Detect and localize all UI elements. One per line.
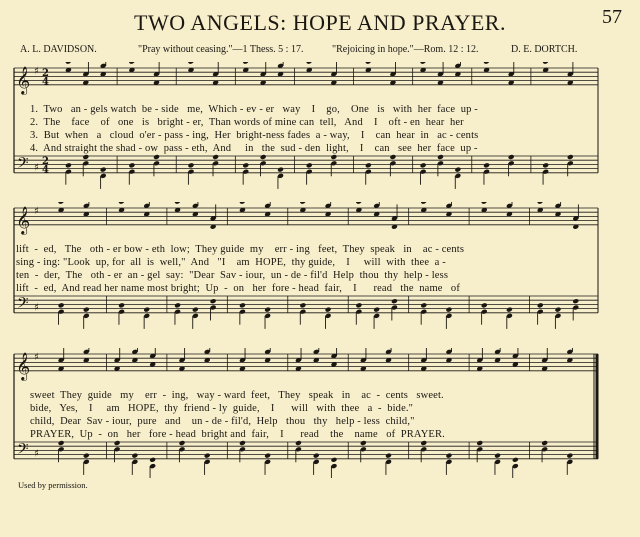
svg-text:𝄢: 𝄢 bbox=[17, 440, 29, 462]
svg-text:♯: ♯ bbox=[34, 66, 39, 78]
svg-text:4: 4 bbox=[42, 76, 49, 88]
svg-text:4: 4 bbox=[42, 164, 49, 176]
author-credit: A. L. DAVIDSON. bbox=[20, 44, 97, 55]
svg-text:2: 2 bbox=[42, 155, 49, 167]
svg-text:𝄞: 𝄞 bbox=[16, 351, 31, 380]
lyric-line: child, Dear Sav - iour, pure and un - de - fil'd, Help thou thy help - less child," bbox=[30, 416, 415, 427]
svg-text:♯: ♯ bbox=[34, 206, 39, 218]
music-system-3 bbox=[12, 348, 600, 478]
music-staff-graphic bbox=[12, 62, 600, 194]
scripture-reference-2: "Rejoicing in hope."—Rom. 12 : 12. bbox=[332, 44, 479, 55]
lyric-line: 3. But when a cloud o'er - pass - ing, Her bright-ness fades a - way, I can hear in ac - cents bbox=[30, 130, 479, 141]
lyric-line: 4. And straight the shad - ow pass - eth, And in the sud - den light, I can see her face up - bbox=[30, 143, 478, 154]
svg-text:𝄢: 𝄢 bbox=[17, 294, 29, 316]
svg-text:♯: ♯ bbox=[34, 162, 39, 174]
page-number: 57 bbox=[602, 6, 622, 28]
lyric-line: 2. The face of one is bright - er, Than words of mine can tell, And I oft - en hear her bbox=[30, 117, 464, 128]
permission-note: Used by permission. bbox=[18, 480, 88, 490]
svg-text:2: 2 bbox=[42, 67, 49, 79]
scripture-reference-1: "Pray without ceasing."—1 Thess. 5 : 17. bbox=[138, 44, 304, 55]
svg-text:♯: ♯ bbox=[34, 352, 39, 364]
hymn-title: TWO ANGELS: HOPE AND PRAYER. bbox=[134, 10, 506, 35]
lyric-line: lift - ed, And read her name most bright; Up - on her fore - head fair, I read the name of bbox=[16, 283, 460, 294]
music-system-2 bbox=[12, 202, 600, 342]
lyric-line: bide, Yes, I am HOPE, thy friend - ly guide, I will with thee a - bide." bbox=[30, 403, 414, 414]
svg-text:♯: ♯ bbox=[34, 302, 39, 314]
svg-text:♯: ♯ bbox=[34, 448, 39, 460]
composer-credit: D. E. DORTCH. bbox=[511, 44, 578, 55]
music-system-1 bbox=[12, 62, 600, 194]
svg-text:𝄢: 𝄢 bbox=[17, 154, 29, 176]
credits-line bbox=[14, 44, 626, 58]
lyric-line: sing - ing: "Look up, for all is well," And "I am HOPE, thy guide, I will with thee a - bbox=[16, 257, 446, 268]
lyric-line: PRAYER, Up - on her fore - head bright and fair, I read the name of PRAYER. bbox=[30, 429, 445, 440]
svg-text:𝄞: 𝄞 bbox=[16, 205, 31, 234]
lyric-line: sweet They guide my err - ing, way - ward feet, They speak in ac - cents sweet. bbox=[30, 390, 444, 401]
lyric-line: ten - der, The oth - er an - gel say: "Dear Sav - iour, un - de - fil'd Help thou thy help - less bbox=[16, 270, 449, 281]
lyric-line: 1. Two an - gels watch be - side me, Which - ev - er way I go, One is with her face up - bbox=[30, 104, 478, 115]
svg-text:𝄞: 𝄞 bbox=[16, 65, 31, 94]
lyric-line: lift - ed, The oth - er bow - eth low; They guide my err - ing feet, They speak in ac - cents bbox=[16, 244, 465, 255]
